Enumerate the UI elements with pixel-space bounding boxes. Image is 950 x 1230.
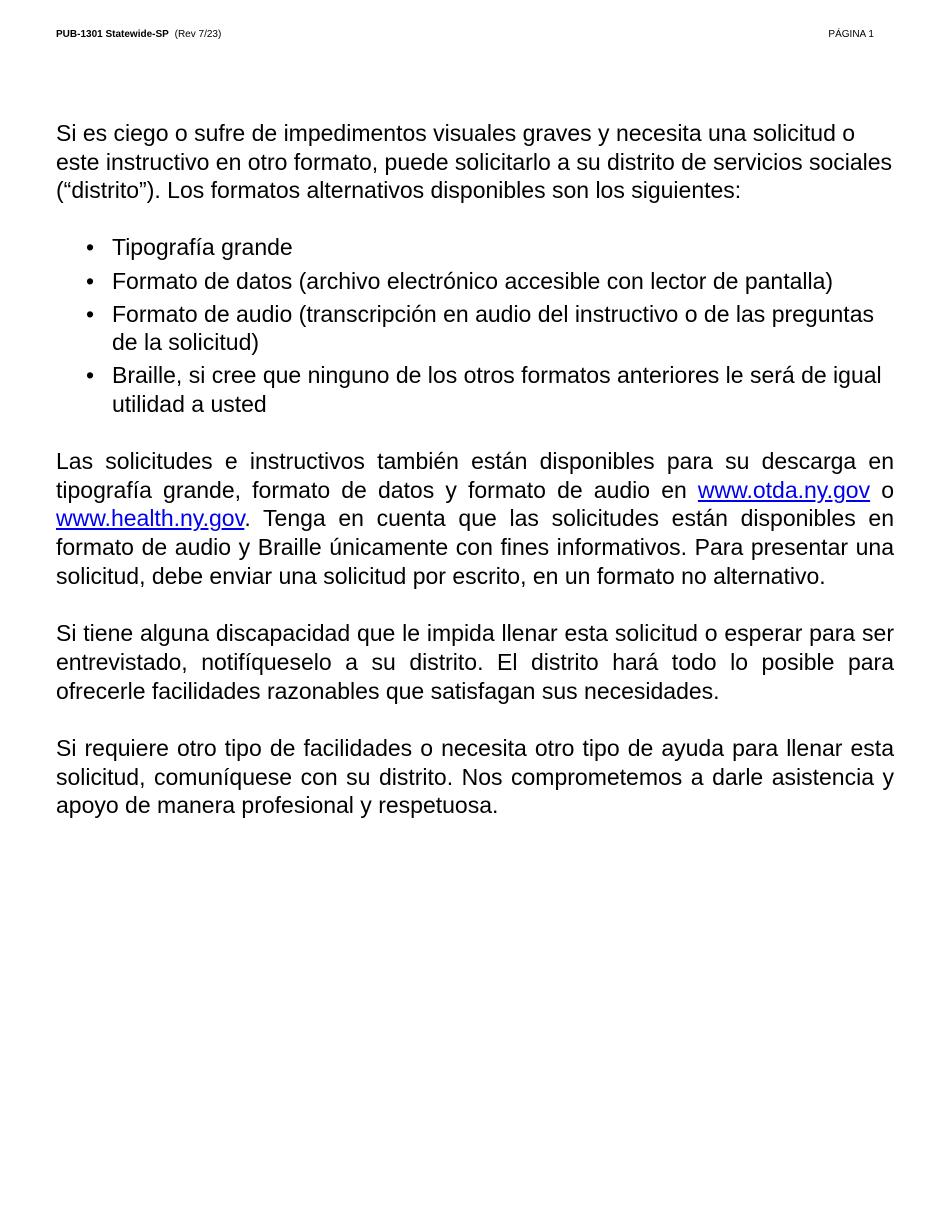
revision-date: (Rev 7/23): [174, 29, 222, 40]
list-item: [56, 300, 894, 357]
otda-link[interactable]: www.otda.ny.gov: [697, 476, 871, 503]
intro-paragraph: Si es ciego o sufre de impedimentos visuales graves y necesita una solicitud o este instructivo en otro formato, puede solicitarlo a su distrito de servicios sociales (“distrito”). Los formatos alternativos disponibles son los siguientes:: [56, 120, 893, 204]
downloads-paragraph: [56, 447, 894, 591]
list-item-text: Formato de datos (archivo electrónico accesible con lector de pantalla): [112, 267, 834, 294]
assistance-paragraph: Si requiere otro tipo de facilidades o necesita otro tipo de ayuda para llenar esta solicitud, comuníquese con su distrito. Nos comprometemos a darle asistencia y apoyo de manera profesional y respetuosa.: [56, 735, 894, 819]
bullet-icon: •: [86, 361, 95, 388]
list-item-text: Braille, si cree que ninguno de los otros formatos anteriores le será de igual utilidad a usted: [112, 361, 882, 417]
downloads-text-3: . Tenga en cuenta que las solicitudes están disponibles en formato de audio y Braille únicamente con fines informativos. Para presentar una solicitud, debe enviar una solicitud por escrito, en un formato no alternativo.: [56, 505, 894, 589]
list-item-text: Tipografía grande: [112, 234, 293, 261]
alternative-formats-list: [56, 233, 894, 418]
form-id: PUB-1301 Statewide-SP: [56, 29, 169, 40]
disability-paragraph: Si tiene alguna discapacidad que le impida llenar esta solicitud o esperar para ser entrevistado, notifíqueselo a su distrito. El distrito hará todo lo posible para ofrecerle facilidades razonables que satisfagan sus necesidades.: [56, 620, 894, 704]
list-item: [56, 267, 894, 296]
bullet-icon: •: [86, 234, 95, 261]
document-body: [56, 119, 894, 849]
downloads-text-2: o: [870, 476, 894, 503]
page-header: [56, 28, 874, 44]
list-item: [56, 361, 894, 418]
list-item-text: Formato de audio (transcripción en audio del instructivo o de las preguntas de la solicitud): [112, 300, 874, 356]
list-item: [56, 233, 894, 262]
health-link[interactable]: www.health.ny.gov: [56, 505, 245, 532]
bullet-icon: •: [86, 267, 95, 294]
form-identifier: [56, 28, 221, 42]
bullet-icon: •: [86, 300, 95, 327]
page-number: PÁGINA 1: [828, 29, 874, 40]
downloads-text-1: Las solicitudes e instructivos también están disponibles para su descarga en tipografía grande, formato de datos y formato de audio en: [56, 448, 894, 503]
